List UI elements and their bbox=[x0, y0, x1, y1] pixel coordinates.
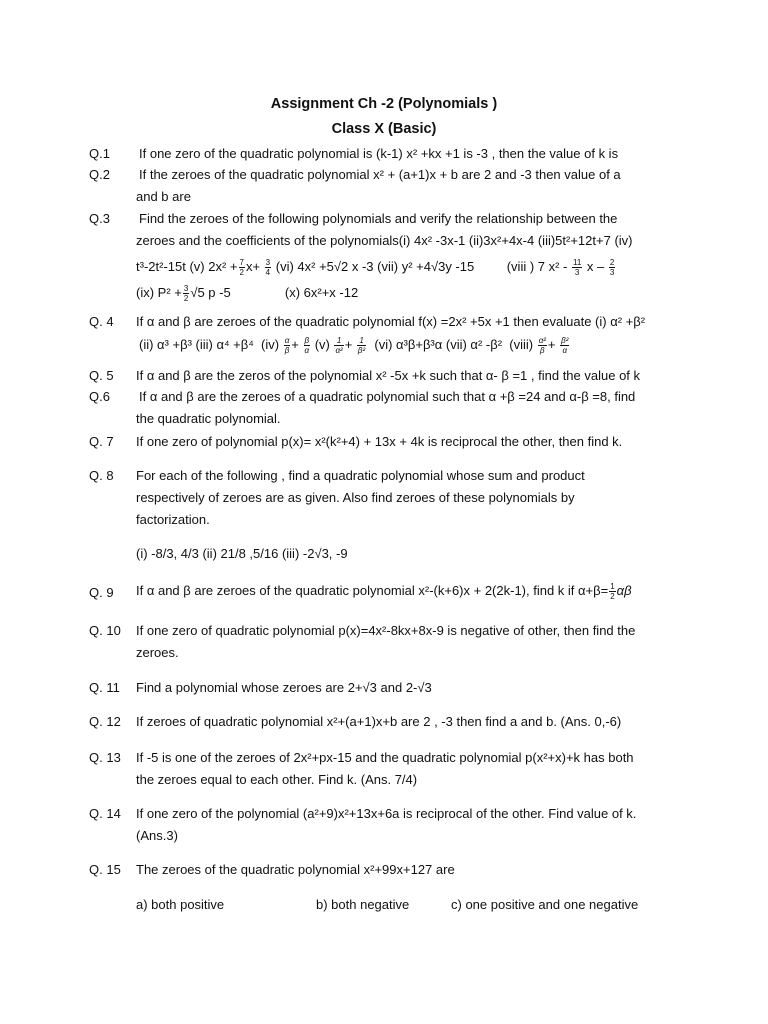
question-number: Q.6 bbox=[89, 389, 110, 404]
question-number: Q. 10 bbox=[89, 623, 121, 638]
question-text: zeroes. bbox=[136, 645, 179, 660]
fraction: $\frac{\text{β²}}{\alpha}$ bbox=[561, 336, 569, 355]
fraction: $\frac{\alpha}{\beta}$ bbox=[284, 336, 290, 355]
fraction: $\frac{3}{4}$ bbox=[265, 258, 271, 277]
fraction: $\frac{7}{2}$ bbox=[239, 258, 244, 277]
question-text: Find a polynomial whose zeroes are 2+√3 and 2-√3 bbox=[136, 680, 432, 695]
question-text-with-fractions: If α and β are zeroes of the quadratic polynomial x²-(k+6)x + 2(2k-1), find k if α+β= $\frac{1}{2}$ αβ bbox=[136, 582, 632, 601]
question-number: Q. 8 bbox=[89, 468, 114, 483]
question-text: (Ans.3) bbox=[136, 828, 178, 843]
question-text: the zeroes equal to each other. Find k. (Ans. 7/4) bbox=[136, 772, 418, 787]
question-text: If α and β are the zeros of the polynomial x² -5x +k such that α- β =1 , find the value of k bbox=[136, 368, 641, 383]
question-text: If α and β are zeroes of the quadratic polynomial f(x) =2x² +5x +1 then evaluate (i) α² +β² bbox=[136, 314, 646, 329]
question-text: zeroes and the coefficients of the polynomials(i) 4x² -3x-1 (ii)3x²+4x-4 (iii)5t²+12t+7 (iv) bbox=[136, 233, 633, 248]
option-b: b) both negative bbox=[316, 897, 410, 912]
option-a: a) both positive bbox=[136, 897, 225, 912]
question-text-with-fractions: t³-2t²-15t (v) 2x² + $\frac{7}{2}$ x+ $\frac{3}{4}$ (vi) 4x² +5√2 x -3 (vii) y² +4√3y -15 (viii ) 7 x² - $\frac{11}{3}$ x – $\frac{2}{3}$ bbox=[136, 258, 615, 277]
question-number: Q.2 bbox=[89, 167, 110, 182]
question-text: If -5 is one of the zeroes of 2x²+px-15 and the quadratic polynomial p(x²+x)+k has both bbox=[136, 750, 634, 765]
fraction: $\frac{11}{3}$ bbox=[573, 258, 582, 277]
question-text: (i) -8/3, 4/3 (ii) 21/8 ,5/16 (iii) -2√3, -9 bbox=[136, 546, 348, 561]
fraction: $\frac{\beta}{\alpha}$ bbox=[304, 336, 310, 355]
question-text: If the zeroes of the quadratic polynomial x² + (a+1)x + b are 2 and -3 then value of a bbox=[139, 167, 621, 182]
class-subtitle: Class X (Basic) bbox=[331, 121, 437, 137]
question-text: the quadratic polynomial. bbox=[136, 411, 281, 426]
fraction: $\frac{1}{\text{α²}}$ bbox=[335, 336, 343, 355]
question-text: For each of the following , find a quadratic polynomial whose sum and product bbox=[136, 468, 585, 483]
question-text-with-fractions: (ii) α³ +β³ (iii) α⁴ +β⁴ (iv) $\frac{\alpha}{\beta}$ + $\frac{\beta}{\alpha}$ (v) $\frac{1}{\text{α²}}$ + $\frac{1}{\text{β²}}$ (vi) α³β+β³α (vii) α² -β² (viii) $\frac{\text{α²}}{\beta}$ + $\frac{\text{β²}}{\alpha}$ bbox=[139, 336, 569, 355]
question-text: If α and β are the zeroes of a quadratic polynomial such that α +β =24 and α-β =8, find bbox=[139, 389, 636, 404]
fraction: $\frac{2}{3}$ bbox=[609, 258, 615, 277]
question-text: If zeroes of quadratic polynomial x²+(a+1)x+b are 2 , -3 then find a and b. (Ans. 0,-6) bbox=[136, 714, 622, 729]
question-text: If one zero of quadratic polynomial p(x)=4x²-8kx+8x-9 is negative of other, then find the bbox=[136, 623, 636, 638]
question-number: Q.1 bbox=[89, 146, 110, 161]
question-number: Q. 12 bbox=[89, 714, 121, 729]
question-text: Find the zeroes of the following polynomials and verify the relationship between the bbox=[139, 211, 618, 226]
assignment-title: Assignment Ch -2 (Polynomials ) bbox=[270, 96, 498, 112]
question-number: Q. 5 bbox=[89, 368, 114, 383]
question-number: Q. 15 bbox=[89, 862, 121, 877]
question-number: Q. 9 bbox=[89, 585, 114, 600]
question-text: The zeroes of the quadratic polynomial x²+99x+127 are bbox=[136, 862, 455, 877]
fraction: $\frac{\text{α²}}{\beta}$ bbox=[538, 336, 546, 355]
question-text: If one zero of the quadratic polynomial is (k-1) x² +kx +1 is -3 , then the value of k is bbox=[139, 146, 619, 161]
question-number: Q. 14 bbox=[89, 806, 121, 821]
question-text: If one zero of the polynomial (a²+9)x²+13x+6a is reciprocal of the other. Find value of k. bbox=[136, 806, 637, 821]
fraction: $\frac{1}{2}$ bbox=[610, 582, 615, 601]
question-text: respectively of zeroes are as given. Also find zeroes of these polynomials by bbox=[136, 490, 575, 505]
question-number: Q. 4 bbox=[89, 314, 114, 329]
question-text: factorization. bbox=[136, 512, 210, 527]
question-number: Q. 13 bbox=[89, 750, 121, 765]
option-c: c) one positive and one negative bbox=[451, 897, 639, 912]
question-number: Q.3 bbox=[89, 211, 110, 226]
question-text-with-fractions: (ix) P² + $\frac{3}{2}$ √5 p -5 (x) 6x²+x -12 bbox=[136, 284, 359, 303]
question-number: Q. 11 bbox=[89, 680, 120, 695]
question-number: Q. 7 bbox=[89, 434, 114, 449]
question-text: and b are bbox=[136, 189, 191, 204]
fraction: $\frac{1}{\text{β²}}$ bbox=[357, 336, 366, 355]
fraction: $\frac{3}{2}$ bbox=[183, 284, 189, 303]
question-text: If one zero of polynomial p(x)= x²(k²+4) + 13x + 4k is reciprocal the other, then find k. bbox=[136, 434, 623, 449]
